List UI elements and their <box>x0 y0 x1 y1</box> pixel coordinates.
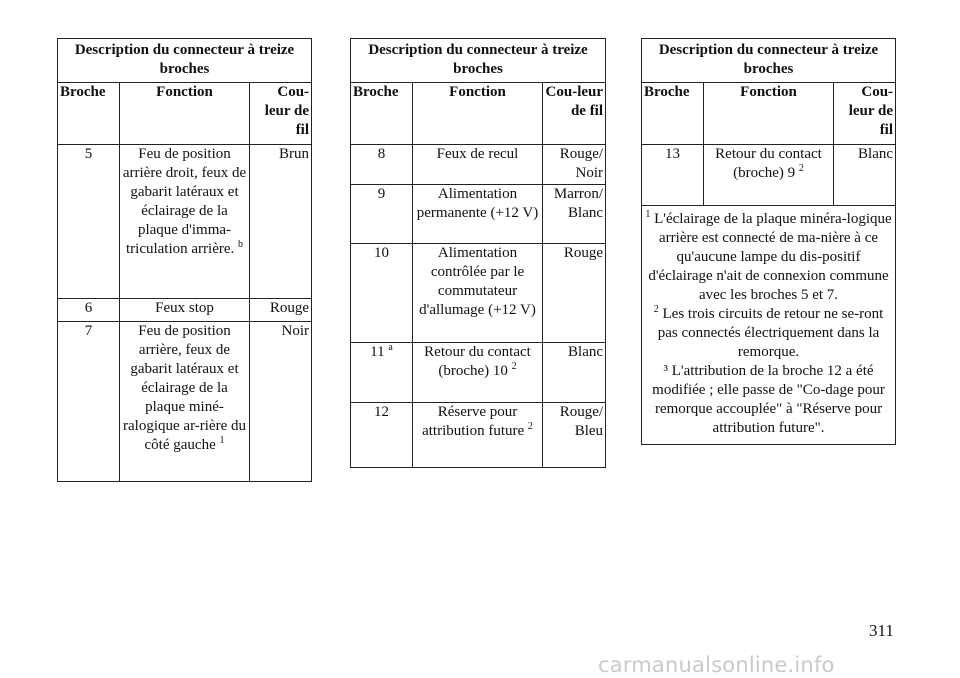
header-broche: Broche <box>642 83 704 145</box>
cell-broche: 12 <box>351 403 413 468</box>
header-couleur: Cou-leur de fil <box>543 83 606 145</box>
cell-broche: 13 <box>642 145 704 206</box>
header-couleur: Cou-leur de fil <box>250 83 312 145</box>
cell-broche: 8 <box>351 145 413 185</box>
cell-fonction: Feux de recul <box>413 145 543 185</box>
connector-table-1 <box>57 38 312 482</box>
cell-fonction: Feux stop <box>120 299 250 322</box>
table-title: Description du connecteur à treize broches <box>351 39 606 83</box>
page-number: 311 <box>869 621 894 640</box>
cell-fonction: Retour du contact (broche) 9 $^2$ <box>704 145 834 206</box>
cell-broche: 6 <box>58 299 120 322</box>
cell-fonction: Réserve pour attribution future $^2$ <box>413 403 543 468</box>
cell-fonction: Retour du contact (broche) 10 $^2$ <box>413 343 543 403</box>
cell-broche: 11 $^a$ <box>351 343 413 403</box>
cell-broche: 9 <box>351 185 413 244</box>
header-couleur: Cou-leur de fil <box>834 83 896 145</box>
cell-couleur: Rouge/ Bleu <box>543 403 606 468</box>
cell-couleur: Blanc <box>834 145 896 206</box>
footnote-1: $^1$ L'éclairage de la plaque minéra-logique arrière est connecté de ma-nière à ce qu'aucune lampe du dis-positif d'éclairage n'ait de connexion commune avec les broches 5 et 7. <box>645 209 892 303</box>
header-broche: Broche <box>351 83 413 145</box>
cell-broche: 10 <box>351 244 413 343</box>
footnote-3: ³ L'attribution de la broche 12 a été modifiée ; elle passe de "Co-dage pour remorque accouplée" à "Réserve pour attribution future". <box>652 363 885 436</box>
cell-broche: 5 <box>58 145 120 299</box>
header-broche: Broche <box>58 83 120 145</box>
header-fonction: Fonction <box>413 83 543 145</box>
connector-table-3 <box>641 38 896 445</box>
cell-fonction: Alimentation permanente (+12 V) <box>413 185 543 244</box>
cell-couleur: Rouge <box>250 299 312 322</box>
cell-couleur: Noir <box>250 322 312 482</box>
footnotes <box>642 206 896 445</box>
cell-couleur: Marron/ Blanc <box>543 185 606 244</box>
cell-fonction: Alimentation contrôlée par le commutateur d'allumage (+12 V) <box>413 244 543 343</box>
connector-table-2 <box>350 38 606 468</box>
header-fonction: Fonction <box>704 83 834 145</box>
cell-fonction: Feu de position arrière, feux de gabarit latéraux et éclairage de la plaque miné-ralogique ar-rière du côté gauche $^1$ <box>120 322 250 482</box>
table-title: Description du connecteur à treize broches <box>642 39 896 83</box>
watermark: carmanualsonline.info <box>598 653 835 677</box>
header-fonction: Fonction <box>120 83 250 145</box>
footnote-2: $^2$ Les trois circuits de retour ne se-ront pas connectés électriquement dans la remorque. <box>653 304 884 360</box>
cell-broche: 7 <box>58 322 120 482</box>
cell-fonction: Feu de position arrière droit, feux de gabarit latéraux et éclairage de la plaque d'imma-triculation arrière. $^b$ <box>120 145 250 299</box>
cell-couleur: Rouge <box>543 244 606 343</box>
cell-couleur: Rouge/ Noir <box>543 145 606 185</box>
cell-couleur: Brun <box>250 145 312 299</box>
table-title: Description du connecteur à treize broches <box>58 39 312 83</box>
cell-couleur: Blanc <box>543 343 606 403</box>
